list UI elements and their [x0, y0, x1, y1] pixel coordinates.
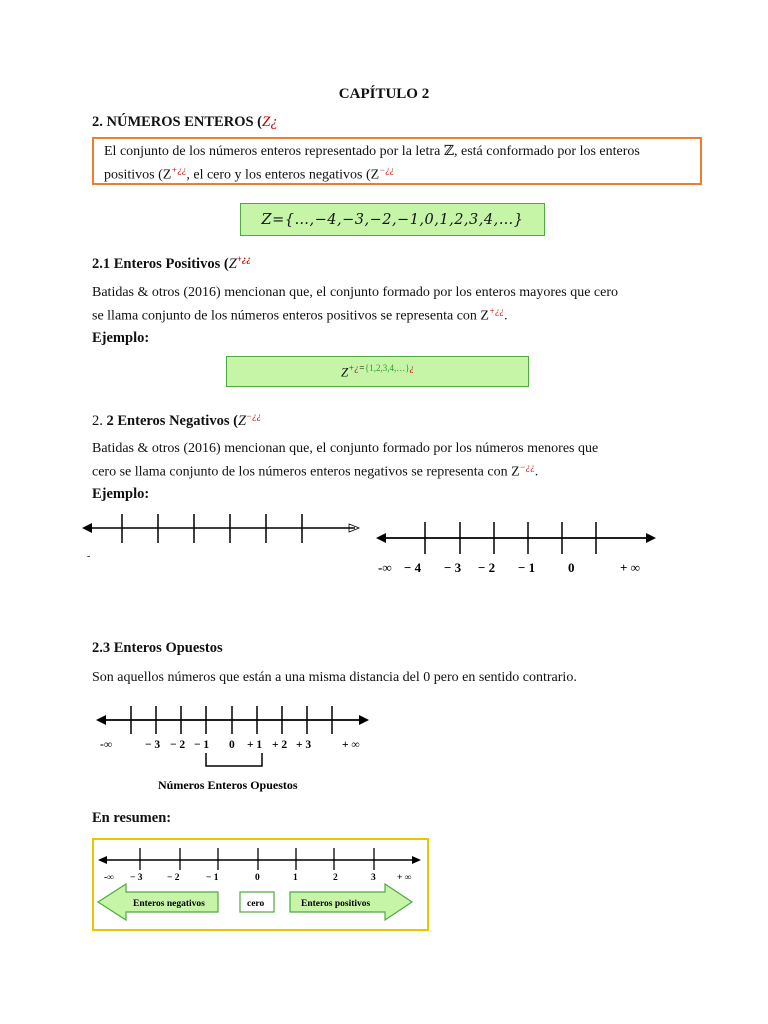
- para-22: [92, 439, 598, 482]
- para-22-line-2-text: cero se llama conjunto de los números enteros negativos se representa con Z: [92, 464, 520, 480]
- resumen-label: En resumen:: [92, 810, 172, 826]
- opp-label: 0: [229, 739, 235, 751]
- z-set-formula: Z={…,−4,−3,−2,−1,0,1,2,3,4,…}: [261, 211, 524, 228]
- section-2-heading-text: 2. NÚMEROS ENTEROS (: [92, 114, 262, 130]
- opp-bracket: [206, 753, 262, 766]
- opp-label: + 3: [296, 739, 312, 751]
- section-2-heading: [92, 114, 278, 131]
- opp-label: + 2: [272, 739, 288, 751]
- opp-label: + ∞: [342, 739, 360, 751]
- neg-label: -∞: [378, 560, 392, 575]
- para-22-sup: −¿¿: [519, 462, 535, 472]
- section-22-heading-text: 2 Enteros Negativos (: [106, 412, 238, 429]
- opp-label: − 2: [170, 739, 186, 751]
- intro-line-1: El conjunto de los números enteros representado por la letra ℤ, está conformado por los enteros: [104, 144, 640, 159]
- summary-label: − 2: [167, 873, 180, 883]
- zplus-set-box: [226, 356, 529, 387]
- ejemplo-2-label: Ejemplo:: [92, 486, 150, 502]
- para-22-end: .: [534, 464, 539, 480]
- zero-box-label: cero: [247, 899, 265, 909]
- positives-arrow-label: Enteros positivos: [301, 899, 371, 909]
- intro-sup-2: −¿¿: [379, 165, 395, 175]
- zplus-sup: +¿: [348, 362, 359, 373]
- neg-label: + ∞: [620, 560, 640, 575]
- negatives-arrow-label: Enteros negativos: [133, 899, 205, 909]
- intro-line-2-a: positivos (Z: [104, 167, 172, 183]
- summary-label: 2: [333, 873, 338, 883]
- negative-number-line: [372, 516, 662, 582]
- opp-line-right-arrow: [359, 715, 369, 725]
- summary-label: 1: [293, 873, 298, 883]
- zplus-formula: [341, 363, 414, 380]
- summary-left-arrow: [98, 856, 107, 864]
- para-23: Son aquellos números que están a una misma distancia del 0 pero en sentido contrario.: [92, 670, 577, 685]
- para-21-end: .: [504, 308, 508, 324]
- opp-label: − 1: [194, 739, 210, 751]
- para-22-line-1: Batidas & otros (2016) mencionan que, el conjunto formado por los números menores que: [92, 441, 599, 456]
- section-23-heading: 2.3 Enteros Opuestos: [92, 640, 223, 656]
- para-21-line-2-text: se llama conjunto de los números enteros positivos se representa con Z: [92, 308, 489, 324]
- opp-caption: Números Enteros Opuestos: [158, 778, 298, 792]
- summary-diagram: [94, 840, 427, 929]
- neg-label: 0: [568, 560, 575, 575]
- zplus-eq: =: [358, 362, 365, 373]
- opp-label: − 3: [145, 739, 161, 751]
- z-set-box: [240, 203, 545, 236]
- summary-right-arrow: [412, 856, 421, 864]
- blank-line-left-arrow: [82, 523, 92, 533]
- section-2-symbol: Z¿: [262, 114, 278, 130]
- intro-line-2: [104, 161, 690, 185]
- summary-label: + ∞: [397, 873, 412, 883]
- intro-sup-1: +¿¿: [171, 165, 187, 175]
- neg-label: − 3: [444, 560, 462, 575]
- para-21: [92, 283, 618, 326]
- section-21-symbol: Z: [228, 255, 237, 272]
- section-22-num: 2.: [92, 412, 107, 429]
- para-22-line-2: [92, 458, 598, 482]
- opp-label: -∞: [100, 739, 113, 751]
- summary-box: [92, 838, 429, 931]
- section-22-sup: −¿¿: [246, 411, 262, 421]
- summary-label: -∞: [104, 873, 114, 883]
- stray-dash: -: [87, 551, 91, 562]
- para-21-line-2: [92, 302, 618, 326]
- para-21-line-1: Batidas & otros (2016) mencionan que, el conjunto formado por los enteros mayores que cero: [92, 285, 619, 300]
- opposites-number-line: [92, 700, 377, 800]
- zplus-set: {1,2,3,4,…}: [364, 362, 410, 373]
- neg-label: − 1: [518, 560, 536, 575]
- summary-label: 0: [255, 873, 260, 883]
- opp-label: + 1: [247, 739, 263, 751]
- section-21-sup: +¿¿: [236, 254, 251, 264]
- section-22-heading: [92, 411, 261, 430]
- neg-line-left-arrow: [376, 533, 386, 543]
- summary-label: 3: [371, 873, 376, 883]
- summary-label: − 1: [206, 873, 219, 883]
- section-21-heading: [92, 254, 251, 273]
- intro-box: [92, 137, 702, 185]
- opp-line-left-arrow: [96, 715, 106, 725]
- neg-label: − 4: [404, 560, 422, 575]
- summary-label: − 3: [130, 873, 143, 883]
- neg-label: − 2: [478, 560, 496, 575]
- section-22-symbol: Z: [237, 412, 247, 429]
- blank-number-line: [80, 510, 365, 550]
- zplus-prefix: Z: [340, 364, 349, 380]
- neg-line-right-arrow: [646, 533, 656, 543]
- ejemplo-1-label: Ejemplo:: [92, 330, 150, 346]
- intro-line-2-b: , el cero y los enteros negativos (Z: [186, 167, 380, 183]
- para-21-sup: +¿¿: [488, 306, 505, 316]
- chapter-title: CAPÍTULO 2: [338, 86, 430, 102]
- zplus-tail: ¿: [409, 362, 415, 373]
- section-21-heading-text: 2.1 Enteros Positivos (: [92, 255, 229, 272]
